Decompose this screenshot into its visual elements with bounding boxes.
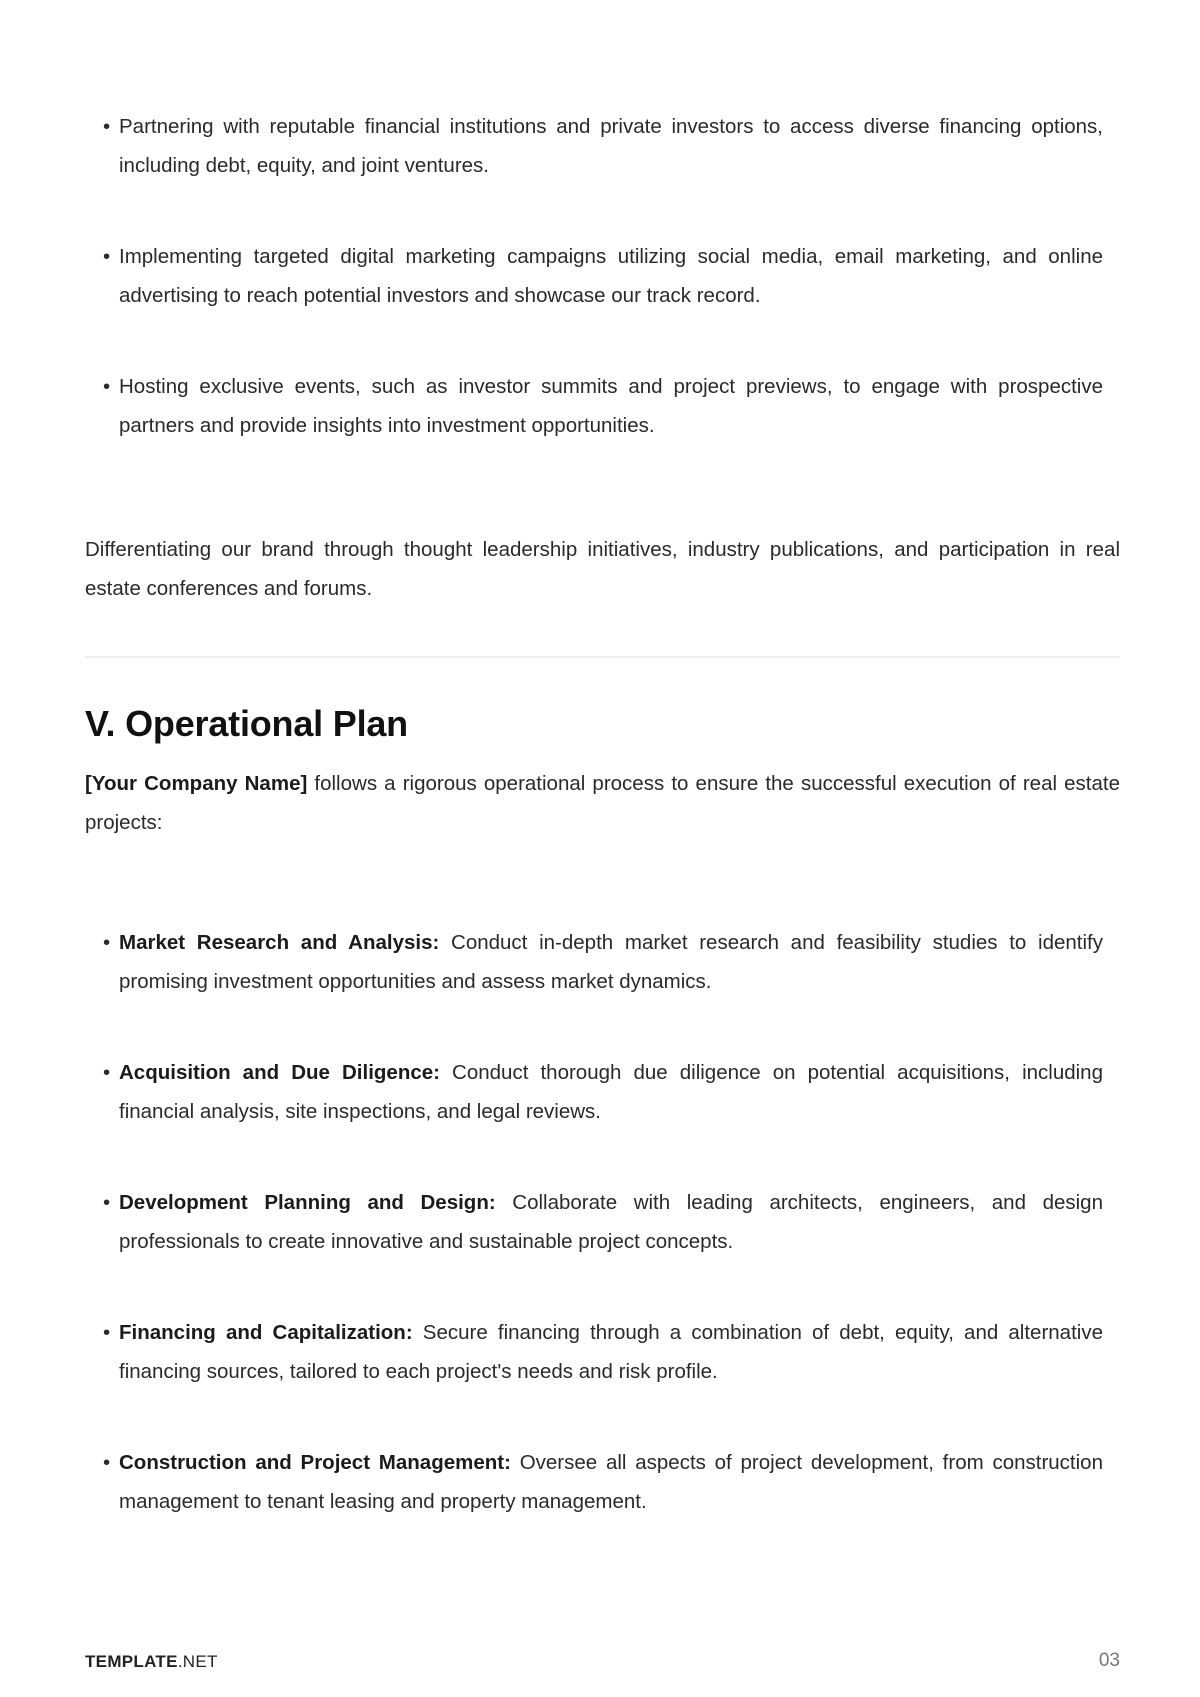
list-item: [103, 1053, 1103, 1131]
section-heading: V. Operational Plan: [85, 703, 408, 744]
bullet-icon: •: [103, 1451, 111, 1474]
list-item-text: Oversee all aspects of project development, from construction management to tenant leasing and property management.: [119, 1451, 1103, 1513]
list-item-text: Implementing targeted digital marketing campaigns utilizing social media, email marketing, and online advertising to reach potential investors and showcase our track record.: [119, 245, 1103, 307]
company-name-placeholder: [Your Company Name]: [85, 772, 308, 795]
page-number: 03: [1098, 1650, 1120, 1671]
list-item-label: Construction and Project Management:: [119, 1451, 511, 1474]
list-item-text: Collaborate with leading architects, engineers, and design professionals to create innovative and sustainable project concepts.: [119, 1191, 1103, 1253]
brand-name-suffix: .NET: [177, 1652, 218, 1671]
bullet-icon: •: [103, 245, 111, 268]
list-item: [103, 237, 1103, 315]
brand-name-bold: TEMPLATE: [85, 1652, 178, 1671]
list-item: [103, 923, 1103, 1001]
differentiation-paragraph: Differentiating our brand through thought leadership initiatives, industry publications, and participation in real estate conferences and forums.: [85, 538, 1120, 600]
list-item-text: Hosting exclusive events, such as investor summits and project previews, to engage with prospective partners and provide insights into investment opportunities.: [119, 375, 1103, 437]
list-item-text: Secure financing through a combination of debt, equity, and alternative financing sources, tailored to each project's needs and risk profile.: [119, 1321, 1103, 1383]
bullet-icon: •: [103, 1321, 111, 1344]
list-item-label: Financing and Capitalization:: [119, 1321, 413, 1344]
list-item: [103, 1313, 1103, 1391]
financing-strategy-list: [85, 107, 1103, 445]
intro-text: follows a rigorous operational process to ensure the successful execution of real estate projects:: [85, 772, 1120, 834]
list-item: [103, 107, 1103, 185]
list-item-label: Market Research and Analysis:: [119, 931, 440, 954]
bullet-icon: •: [103, 931, 111, 954]
footer-brand-logo: [85, 1652, 218, 1672]
list-item-text: Conduct in-depth market research and feasibility studies to identify promising investment opportunities and assess market dynamics.: [119, 931, 1103, 993]
list-item: [103, 367, 1103, 445]
bullet-icon: •: [103, 115, 111, 138]
list-item-label: Development Planning and Design:: [119, 1191, 496, 1214]
section-intro-paragraph: [85, 764, 1120, 842]
list-item: [103, 1443, 1103, 1521]
document-page: [85, 0, 1120, 1697]
list-item: [103, 1183, 1103, 1261]
bullet-icon: •: [103, 1061, 111, 1084]
bullet-icon: •: [103, 1191, 111, 1214]
list-item-label: Acquisition and Due Diligence:: [119, 1061, 440, 1084]
bullet-icon: •: [103, 375, 111, 398]
list-item-text: Partnering with reputable financial institutions and private investors to access diverse financing options, including debt, equity, and joint ventures.: [119, 115, 1103, 177]
operational-process-list: [85, 923, 1103, 1521]
section-divider: [85, 656, 1120, 658]
list-item-text: Conduct thorough due diligence on potential acquisitions, including financial analysis, site inspections, and legal reviews.: [119, 1061, 1103, 1123]
